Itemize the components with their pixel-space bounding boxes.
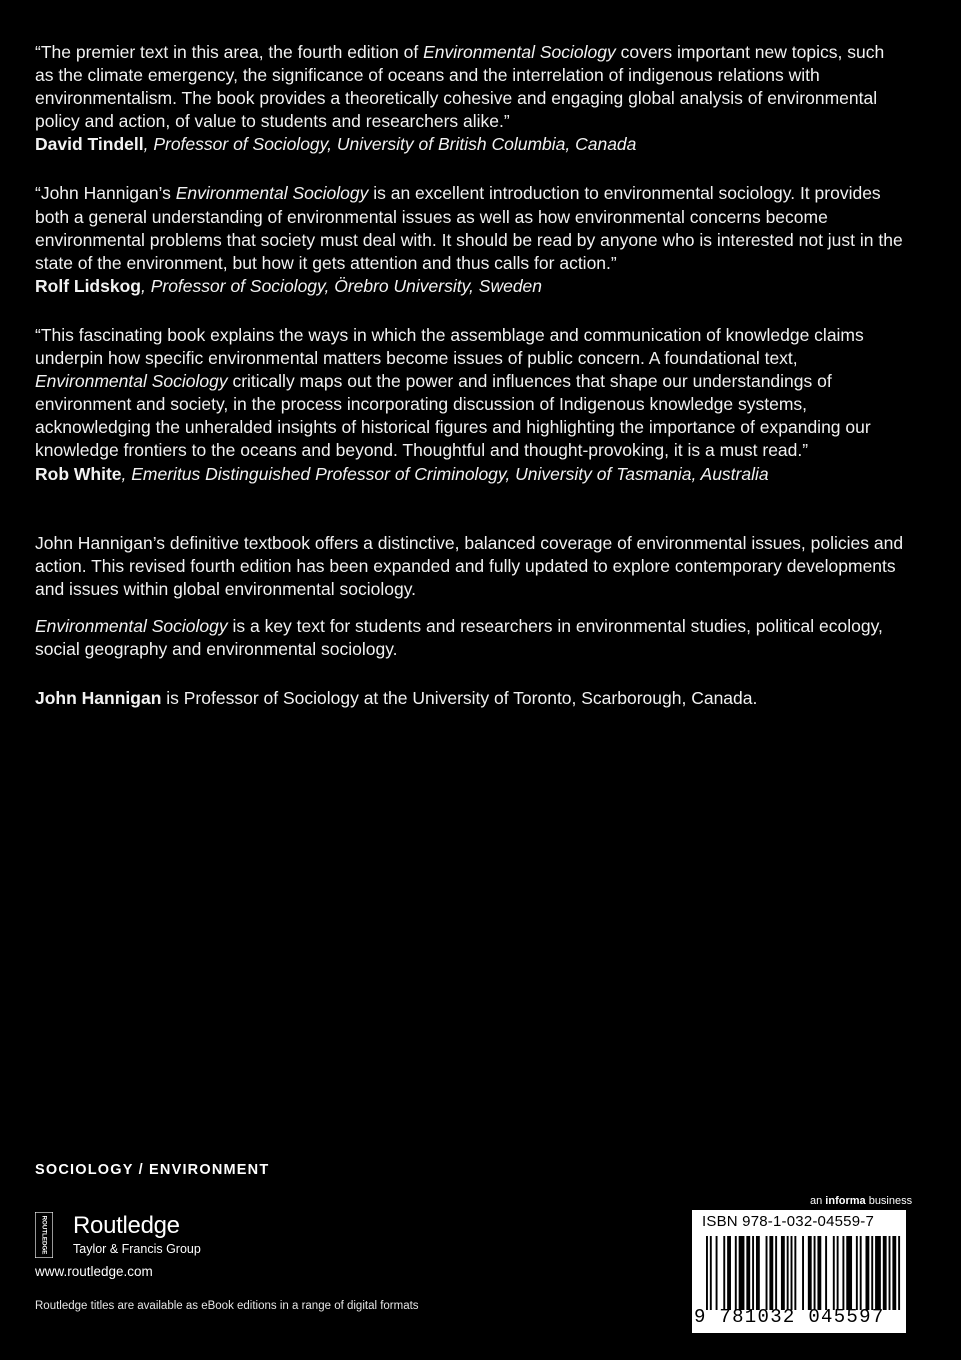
ebook-note: Routledge titles are available as eBook editions in a range of digital formats: [35, 1300, 419, 1312]
barcode-bar: [739, 1236, 745, 1310]
author-bio-text: is Professor of Sociology at the University of Toronto, Scarborough, Canada.: [161, 688, 758, 709]
reviewer-role: , Professor of Sociology, Örebro University, Sweden: [140, 275, 543, 296]
review-text: “This fascinating book explains the ways in which the assemblage and communication of knowledge claims underpin how specific environmental matters become issues of public concern. A foundational text,: [35, 324, 864, 369]
barcode-bar: [781, 1236, 785, 1310]
review-text: critically maps out the power and influences that shape our understandings of environment and society, in the process incorporating discussion of Indigenous knowledge systems, acknowledging the unheralded insights of historical figures and highlighting the importance of expanding our knowledge frontiers to the oceans and beyond. Thoughtful and thought-provoking, it is a must read.”: [35, 371, 871, 461]
barcode-bar: [769, 1236, 773, 1310]
informa-post: business: [865, 1195, 913, 1207]
barcode-bar: [735, 1236, 737, 1310]
review-text: “John Hannigan’s: [35, 183, 176, 204]
routledge-mark-icon: [35, 1212, 53, 1258]
publisher-url: www.routledge.com: [35, 1264, 153, 1279]
book-title: Environmental Sociology: [35, 371, 228, 392]
book-title: Environmental Sociology: [423, 42, 616, 62]
review-text: is an excellent introduction to environmental sociology. It provides both a general understanding of environmental issues as well as how environmental concerns become environmental problems that society must deal with. It should be read by anyone who is interested not just in the state of the environment, but how it gets attention and thus calls for action.”: [35, 183, 903, 273]
book-title: Environmental Sociology: [175, 183, 369, 204]
barcode-bar: [756, 1236, 760, 1310]
reviewer-role: , Emeritus Distinguished Professor of Criminology, University of Tasmania, Australia: [121, 463, 769, 484]
reviewer-name: David Tindell: [35, 134, 144, 155]
barcode-bar: [825, 1236, 827, 1310]
review-white: [35, 324, 907, 486]
book-title: Environmental Sociology: [35, 615, 228, 636]
review-attribution: [35, 133, 907, 156]
book-description: John Hannigan’s definitive textbook offers a distinctive, balanced coverage of environmental issues, policies and action. This revised fourth edition has been expanded and fully updated to explore contemporary developments and issues within global environmental sociology.: [35, 532, 904, 599]
barcode-bar: [889, 1236, 891, 1310]
reviewer-role: , Professor of Sociology, University of British Columbia, Canada: [143, 134, 637, 155]
barcode-bar: [808, 1236, 812, 1310]
reviewer-name: Rolf Lidskog: [35, 275, 141, 296]
subject-category: SOCIOLOGY / ENVIRONMENT: [35, 1162, 270, 1178]
barcode-bar: [710, 1236, 712, 1310]
barcode-bar: [833, 1236, 835, 1310]
informa-brand: informa: [825, 1195, 866, 1207]
barcode-digits: 9 781032 045597: [694, 1306, 885, 1328]
barcode-bar: [842, 1236, 844, 1310]
review-text: covers important new topics, such as the climate emergency, the significance of oceans and the interrelation of indigenous relations with environmentalism. The book provides a theoretically cohesive and engaging global analysis of environmental policy and action, of value to students and researchers alike.”: [35, 42, 885, 132]
barcode-bar: [723, 1236, 725, 1310]
barcode-bar: [856, 1236, 858, 1310]
review-lidskog: [35, 182, 907, 297]
barcode-bar: [746, 1236, 750, 1310]
barcode-bar: [775, 1236, 777, 1310]
isbn-number: ISBN 978-1-032-04559-7: [702, 1213, 875, 1230]
back-cover-text: [35, 41, 907, 724]
barcode-bar: [865, 1236, 869, 1310]
barcode-bar: [846, 1236, 852, 1310]
barcode-bar: [794, 1236, 796, 1310]
publisher-group: Taylor & Francis Group: [73, 1242, 201, 1256]
barcode-bar: [875, 1236, 881, 1310]
isbn-barcode-panel: [692, 1210, 906, 1333]
publisher-name: Routledge: [73, 1212, 180, 1239]
barcode-bar: [706, 1236, 708, 1310]
barcode-bar: [837, 1236, 839, 1310]
barcode-bar: [860, 1236, 862, 1310]
informa-pre: an: [810, 1195, 826, 1207]
review-tindell: [35, 41, 907, 156]
barcode-bar: [727, 1236, 731, 1310]
informa-tagline: [810, 1195, 912, 1207]
review-attribution: [35, 275, 907, 298]
review-attribution: [35, 463, 907, 486]
barcode-bar: [817, 1236, 821, 1310]
review-text: “The premier text in this area, the fourth edition of: [35, 42, 424, 62]
barcode-bar: [787, 1236, 789, 1310]
barcode-bar: [892, 1236, 896, 1310]
book-audience: [35, 615, 907, 661]
author-bio: [35, 687, 907, 710]
reviewer-name: Rob White: [35, 463, 122, 484]
barcode-icon: [706, 1236, 902, 1310]
barcode-bar: [883, 1236, 887, 1310]
publisher-logo: [35, 1212, 235, 1264]
barcode-bar: [791, 1236, 793, 1310]
barcode-bar: [752, 1236, 754, 1310]
barcode-bar: [716, 1236, 718, 1310]
barcode-bar: [898, 1236, 900, 1310]
audience-text: is a key text for students and researchers in environmental studies, political ecology, social geography and environmental sociology.: [35, 615, 883, 659]
barcode-bar: [814, 1236, 816, 1310]
barcode-bar: [802, 1236, 804, 1310]
barcode-bar: [871, 1236, 873, 1310]
barcode-bar: [766, 1236, 768, 1310]
svg-text:ROUTLEDGE: ROUTLEDGE: [40, 1215, 48, 1255]
author-name: John Hannigan: [35, 688, 162, 709]
